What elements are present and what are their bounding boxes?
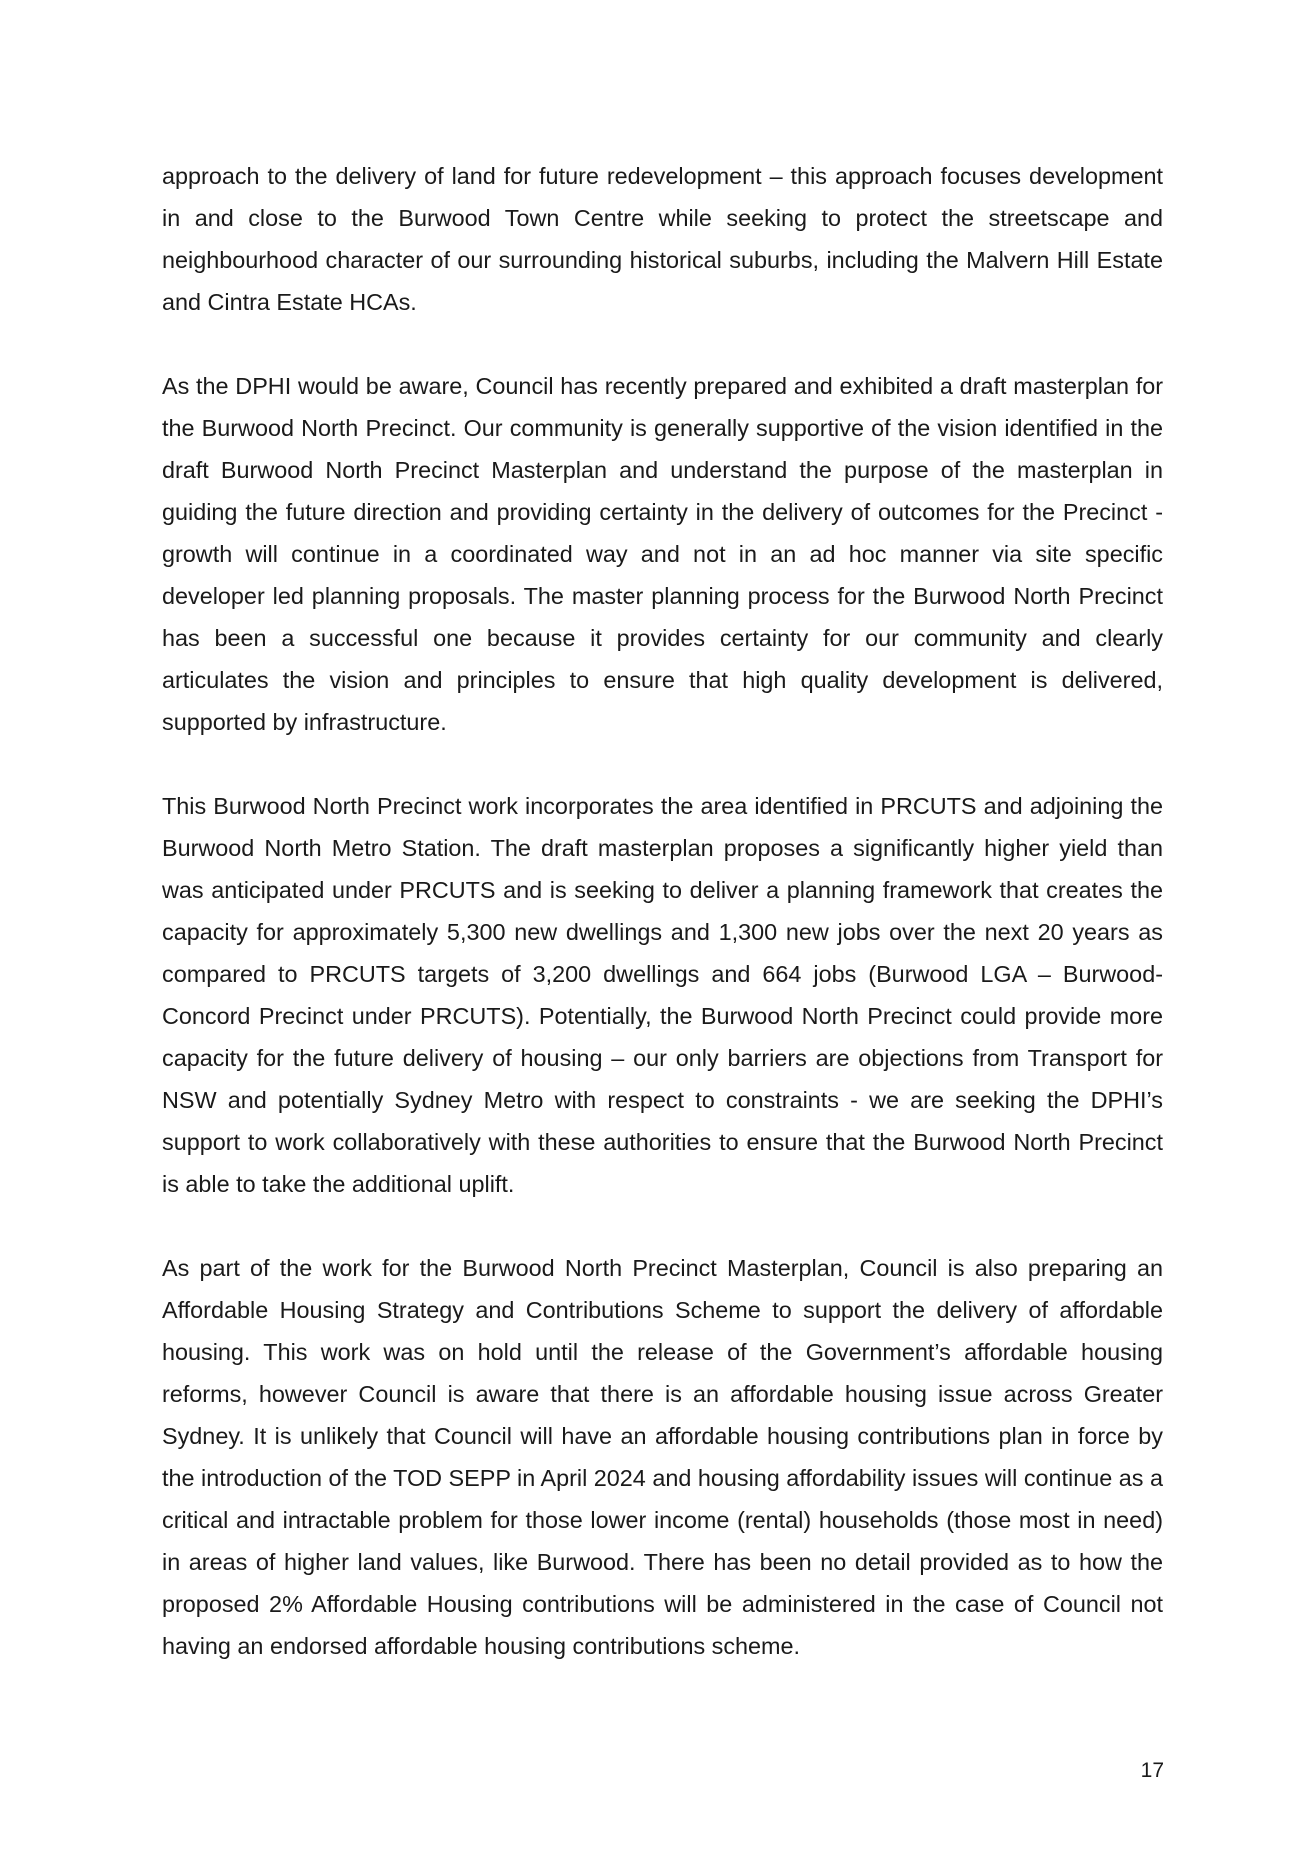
- paragraph-1: approach to the delivery of land for future redevelopment – this approach focuses development in and close to the Burwood Town Centre while seeking to protect the streetscape and neighbourhood character of our surrounding historical suburbs, including the Malvern Hill Estate and Cintra Estate HCAs.: [162, 163, 1163, 315]
- page-number: 17: [1140, 1759, 1164, 1782]
- paragraph-2: As the DPHI would be aware, Council has recently prepared and exhibited a draft masterplan for the Burwood North Precinct. Our community is generally supportive of the vision identified in the draft Burwood North Precinct Masterplan and understand the purpose of the masterplan in guiding the future direction and providing certainty in the delivery of outcomes for the Precinct - growth will continue in a coordinated way and not in an ad hoc manner via site specific developer led planning proposals. The master planning process for the Burwood North Precinct has been a successful one because it provides certainty for our community and clearly articulates the vision and principles to ensure that high quality development is delivered, supported by infrastructure.: [162, 373, 1163, 735]
- paragraph-4: As part of the work for the Burwood North Precinct Masterplan, Council is also preparing an Affordable Housing Strategy and Contributions Scheme to support the delivery of affordable housing. This work was on hold until the release of the Government’s affordable housing reforms, however Council is aware that there is an affordable housing issue across Greater Sydney. It is unlikely that Council will have an affordable housing contributions plan in force by the introduction of the TOD SEPP in April 2024 and housing affordability issues will continue as a critical and intractable problem for those lower income (rental) households (those most in need) in areas of higher land values, like Burwood. There has been no detail provided as to how the proposed 2% Affordable Housing contributions will be administered in the case of Council not having an endorsed affordable housing contributions scheme.: [162, 1255, 1163, 1659]
- document-body: [162, 155, 1163, 1709]
- paragraph-3: This Burwood North Precinct work incorporates the area identified in PRCUTS and adjoining the Burwood North Metro Station. The draft masterplan proposes a significantly higher yield than was anticipated under PRCUTS and is seeking to deliver a planning framework that creates the capacity for approximately 5,300 new dwellings and 1,300 new jobs over the next 20 years as compared to PRCUTS targets of 3,200 dwellings and 664 jobs (Burwood LGA – Burwood-Concord Precinct under PRCUTS). Potentially, the Burwood North Precinct could provide more capacity for the future delivery of housing – our only barriers are objections from Transport for NSW and potentially Sydney Metro with respect to constraints - we are seeking the DPHI’s support to work collaboratively with these authorities to ensure that the Burwood North Precinct is able to take the additional uplift.: [162, 793, 1163, 1197]
